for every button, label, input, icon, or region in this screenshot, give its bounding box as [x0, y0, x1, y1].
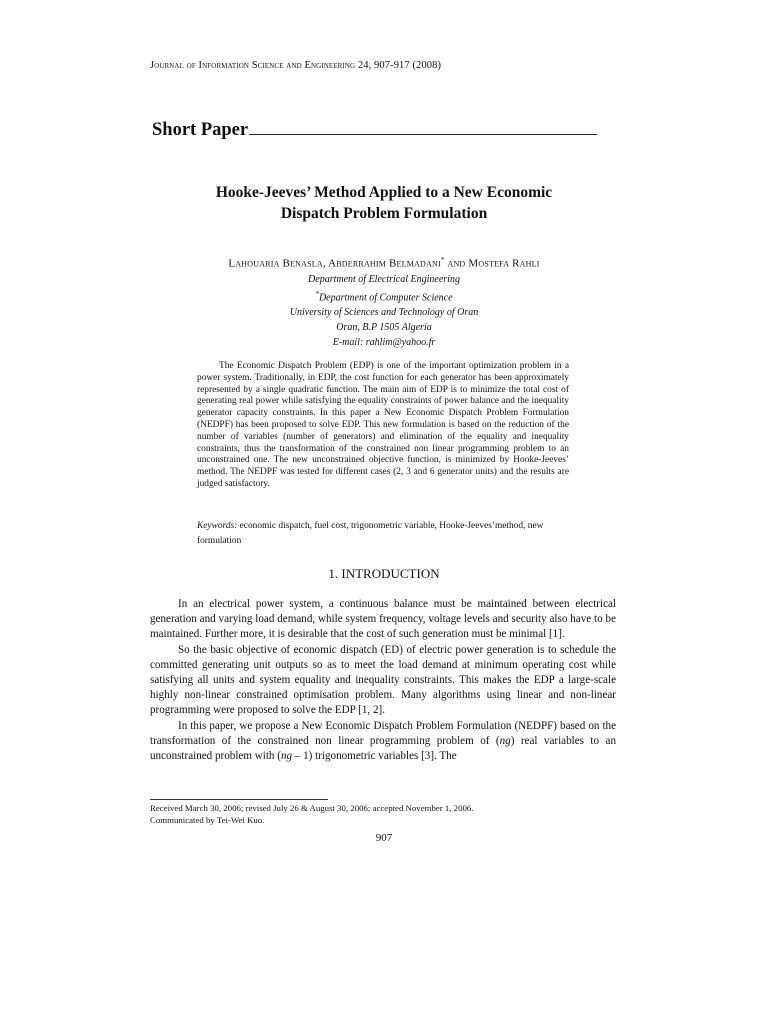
affiliation-2-text: Department of Computer Science [318, 292, 453, 304]
author-3: Mostefa Rahli [468, 257, 540, 270]
section-label-rule [249, 120, 597, 135]
paragraph-1: In an electrical power system, a continuous balance must be maintained between electrical generation and varying load demand, while system frequency, voltage levels and security also have to be maintained. Further more, it is desirable that the cost of such generation must be minimal [1]. [150, 598, 616, 641]
section-label-text: Short Paper [152, 120, 249, 140]
footnote-received: Received March 30, 2006; revised July 26 & August 30, 2006; accepted November 1, 2006. [150, 803, 474, 813]
affiliation-2-mark: * [315, 290, 319, 298]
journal-header: Journal of Information Science and Engineering 24, 907-917 (2008) [150, 60, 442, 71]
keywords-text: economic dispatch, fuel cost, trigonometric variable, Hooke-Jeeves’method, new formulation [197, 521, 544, 546]
section-heading: 1. INTRODUCTION [328, 566, 440, 581]
paper-title [150, 182, 618, 224]
affiliation-3: University of Sciences and Technology of Oran [289, 307, 479, 319]
paragraph-2: So the basic objective of economic dispatch (ED) of electric power generation is to schedule the committed generating unit outputs so as to meet the load demand at minimum operating cost while satisfying all units and system equality and inequality constraints. This makes the EDP a large-scale highly non-linear constrained optimisation problem. Many algorithms using linear and non-linear programming were proposed to solve the EDP [1, 2]. [150, 643, 616, 717]
introduction-body [150, 597, 616, 764]
author-connector: and [444, 257, 469, 270]
title-line-2: Dispatch Problem Formulation [280, 205, 488, 222]
affiliations [150, 272, 618, 350]
title-line-1: Hooke-Jeeves’ Method Applied to a New Economic [215, 184, 553, 201]
page-number: 907 [375, 832, 393, 844]
author-1: Lahouaria Benasla, [228, 257, 329, 270]
footnote-rule [150, 799, 328, 800]
affiliation-4: Oran, B.P 1505 Algeria [336, 322, 432, 334]
paragraph-3-part-a: In this paper, we propose a New Economic Dispatch Problem Formulation (NEDPF) based on the transformation of the constrained non linear programming problem of ( [150, 719, 616, 747]
keywords [197, 519, 569, 548]
footnote [150, 803, 473, 826]
affiliation-1: Department of Electrical Engineering [308, 274, 460, 285]
keywords-label: Keywords: [197, 521, 238, 531]
email: E-mail: rahlim@yahoo.fr [332, 337, 436, 349]
paragraph-3-part-b: ) real variables to an unconstrained problem with ( [150, 734, 616, 763]
abstract: The Economic Dispatch Problem (EDP) is one of the important optimization problem in a power system. Traditionally, in EDP, the cost function for each generator has been approximately represented by a single quadratic function. The main aim of EDP is to minimize the total cost of generating real power while satisfying the equality constraints of power balance and the inequality generator capacity constraints. In this paper a New Economic Dispatch Problem Formulation (NEDPF) has been proposed to solve EDP. This new formulation is based on the reduction of the number of variables (number of generators) and elimination of the equality and inequality constraints, thus the transformation of the constrained non linear programming problem to an unconstrained one. The new unconstrained objective function, is minimized by Hooke-Jeeves’ method. The NEDPF was tested for different cases (2, 3 and 6 generator units) and the results are judged satisfactory. [197, 361, 569, 489]
paragraph-3-ng-1: ng [499, 734, 511, 747]
author-2-mark: * [440, 256, 445, 264]
footnote-communicated: Communicated by Tei-Wei Kuo. [150, 814, 265, 825]
author-list [150, 256, 618, 270]
paragraph-3 [150, 719, 616, 765]
paragraph-3-ng-2: ng [280, 750, 293, 763]
affiliation-2 [150, 287, 618, 305]
author-2: Abderrahim Belmadani [328, 257, 441, 270]
paragraph-3-part-c: – 1) trigonometric variables [3]. The [292, 750, 457, 763]
section-label [152, 120, 597, 141]
